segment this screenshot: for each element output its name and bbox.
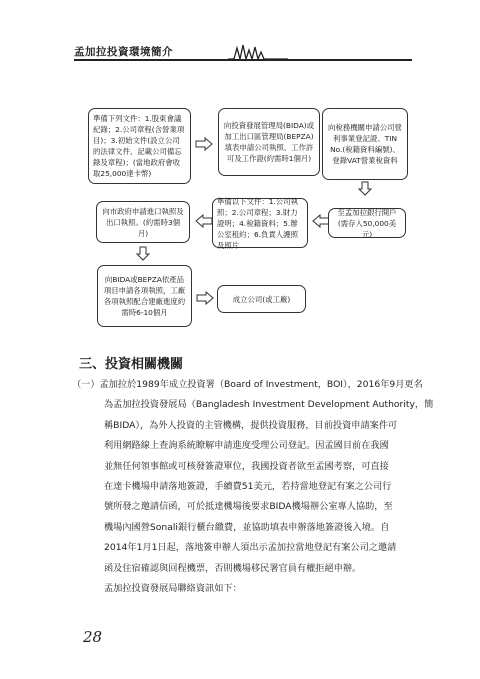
body-line: 為孟加拉投資發展局（Bangladesh Investment Development Authority，簡 xyxy=(104,399,434,410)
header-title: 孟加拉投資環境簡介 xyxy=(74,46,173,58)
flow-step-apply-license xyxy=(218,108,320,176)
body-line: 函及住宿確認與回程機票，否則機場移民署官員有權拒絕申辦。 xyxy=(104,563,362,574)
flow-step-text: 準備以下文件：1.公司執照；2.公司章程；3.財力證明；4.稅籍資料；5.辦公室租約；6.負責人護照及照片 xyxy=(217,196,298,250)
body-line: 2014年1月1日起，落地簽申辦人須出示孟加拉當地登記有案公司之邀請 xyxy=(104,542,397,553)
body-line: 利用網路線上查詢系統瞭解申請進度受理公司登記。因孟國目前在我國 xyxy=(104,440,389,451)
body-line: 號所發之邀請信函，可於抵達機場後要求BIDA機場辦公室專人協助，至 xyxy=(104,501,393,512)
body-line: 稱BIDA），為外人投資的主管機構，提供投資服務，目前投資申請案件可 xyxy=(104,420,398,431)
section-title: 三、投資相關機關 xyxy=(79,357,184,372)
body-line: 並無任何領事館或可核發簽證單位，我國投資者欲至孟國考察，可直接 xyxy=(104,461,389,472)
arrow-down-icon xyxy=(136,246,150,261)
flow-step-tax-registration xyxy=(322,108,408,180)
body-line: 機場內國營Sonali銀行櫃台繳費，並協助填表申辦落地簽證後入境。自 xyxy=(104,522,390,533)
flow-step-text: 向市政府申請進口執照及出口執照。(約需時3個月) xyxy=(102,206,184,238)
flow-step-bank-account xyxy=(328,208,406,238)
flow-step-text: 成立公司(或工廠) xyxy=(232,294,291,304)
heartbeat-wave-icon xyxy=(228,42,288,62)
flow-step-prepare-documents-2 xyxy=(212,198,308,248)
body-line: 在達卡機場申請落地簽證，手續費51美元，若持當地登記有案之公司行 xyxy=(104,481,392,492)
arrow-down-icon xyxy=(358,181,372,196)
flow-step-text: 向稅務機關申請公司營利事業登記證、TIN No.(稅籍資料編號)、登錄VAT營業稅資料 xyxy=(328,123,402,165)
flow-step-import-export-license xyxy=(96,201,190,243)
flow-step-text: 向投資發展管理局(BIDA)或加工出口區管理局(BEPZA)填表申請公司執照、工作許可及工作證(約需時1個月) xyxy=(223,121,315,163)
flow-step-prepare-documents xyxy=(88,108,191,184)
flow-step-text: 至孟加拉銀行開戶(需存入50,000美元) xyxy=(337,207,397,239)
arrow-left-icon xyxy=(195,214,213,228)
flow-step-establish-company xyxy=(217,285,306,313)
body-line: 孟加拉投資發展局聯絡資訊如下： xyxy=(104,583,242,594)
arrow-right-icon xyxy=(195,137,213,151)
flow-step-text: 準備下列文件：1.股東會議紀錄；2.公司章程(含營業項目)；3.初始文件(設立公司的法律文件、記載公司備忘錄及章程)；(當地政府會收取25,000達卡幣) xyxy=(93,114,185,178)
flow-step-text: 向BIDA或BEPZA依產品項目申請各項執照，工廠各項執照配合建廠進度約需時6-10個月 xyxy=(103,275,186,317)
page-number: 28 xyxy=(83,628,103,646)
arrow-right-icon xyxy=(196,291,214,305)
flow-step-factory-licenses xyxy=(97,265,192,327)
body-line: （一）孟加拉於1989年成立投資署（Board of Investment，BOI），2016年9月更名 xyxy=(72,379,423,390)
